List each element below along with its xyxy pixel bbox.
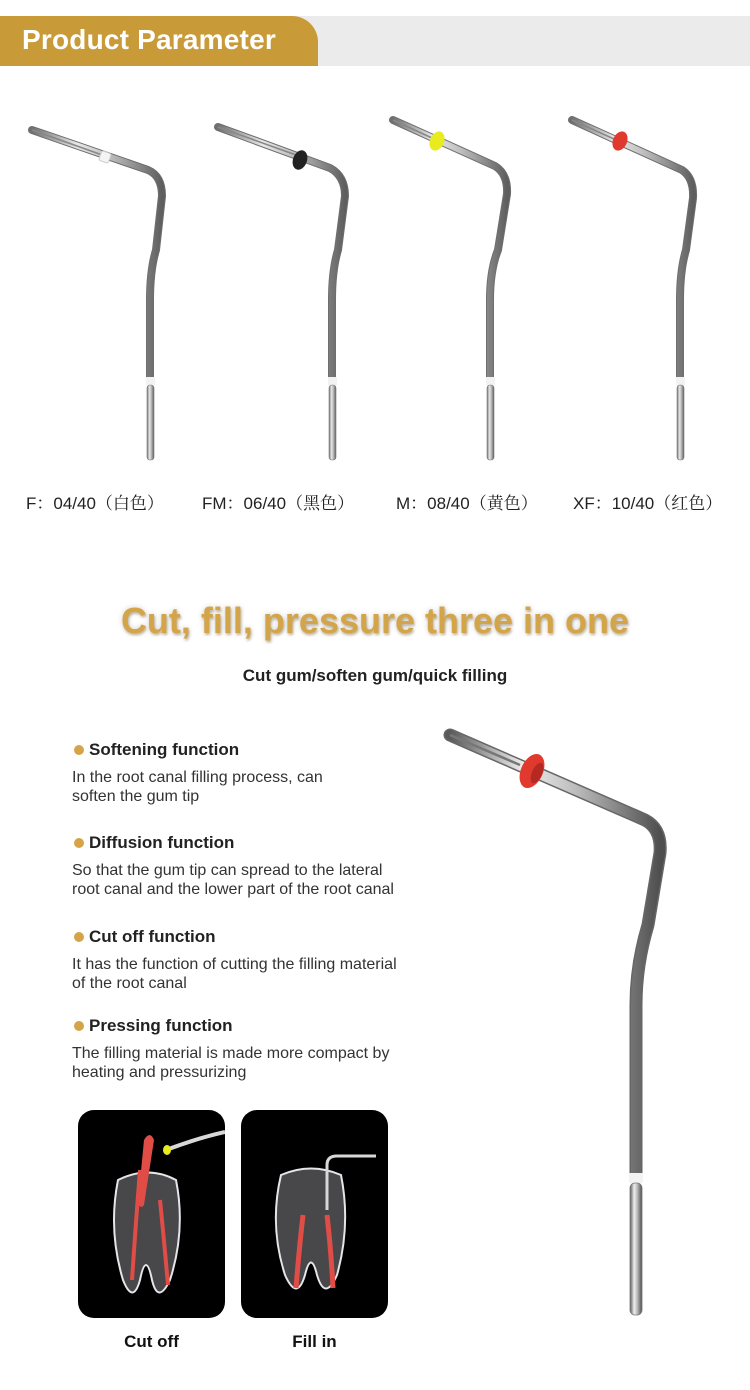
bullet-icon — [74, 745, 84, 755]
tool-variants-illustration — [0, 100, 750, 470]
feature-title: Cut off function — [89, 927, 216, 946]
variant-label-f: F：04/40（白色） — [26, 494, 164, 513]
feature-desc-line: So that the gum tip can spread to the lateral — [72, 862, 383, 879]
large-tool-illustration — [440, 725, 680, 1325]
feature-title: Pressing function — [89, 1016, 233, 1035]
tool-m-icon — [393, 120, 507, 460]
feature-desc-line: In the root canal filling process, can — [72, 769, 323, 786]
feature-desc-line: root canal and the lower part of the root canal — [72, 881, 394, 898]
page-title: Product Parameter — [22, 24, 276, 55]
feature-title: Softening function — [89, 740, 240, 759]
feature-desc-line: heating and pressurizing — [72, 1064, 247, 1081]
photo-caption-fill-in: Fill in — [292, 1332, 337, 1351]
bullet-icon — [74, 838, 84, 848]
headline: Cut, fill, pressure three in one — [120, 600, 630, 641]
tool-xf-icon — [572, 120, 693, 460]
subheadline: Cut gum/soften gum/quick filling — [242, 666, 508, 685]
photo-cut-off — [78, 1110, 225, 1318]
bullet-icon — [74, 932, 84, 942]
feature-pressing — [72, 1016, 452, 1082]
tool-f-icon — [32, 130, 162, 460]
feature-desc-line: It has the function of cutting the filling material — [72, 956, 397, 973]
tool-fm-icon — [218, 127, 345, 460]
feature-desc-line: The filling material is made more compact by — [72, 1045, 390, 1062]
tooth-cut-off-icon — [78, 1110, 225, 1318]
tooth-fill-in-icon — [241, 1110, 388, 1318]
feature-desc-line: soften the gum tip — [72, 788, 200, 805]
feature-title: Diffusion function — [89, 833, 235, 852]
photo-fill-in — [241, 1110, 388, 1318]
feature-desc-line: of the root canal — [72, 975, 187, 992]
bullet-icon — [74, 1021, 84, 1031]
variant-label-xf: XF：10/40（红色） — [573, 494, 723, 513]
photo-caption-cut-off: Cut off — [124, 1332, 179, 1351]
feature-cut-off — [72, 927, 452, 993]
feature-diffusion — [72, 833, 452, 899]
variant-label-fm: FM：06/40（黑色） — [202, 494, 355, 513]
variant-label-m: M：08/40（黄色） — [396, 494, 538, 513]
feature-softening — [72, 740, 452, 806]
